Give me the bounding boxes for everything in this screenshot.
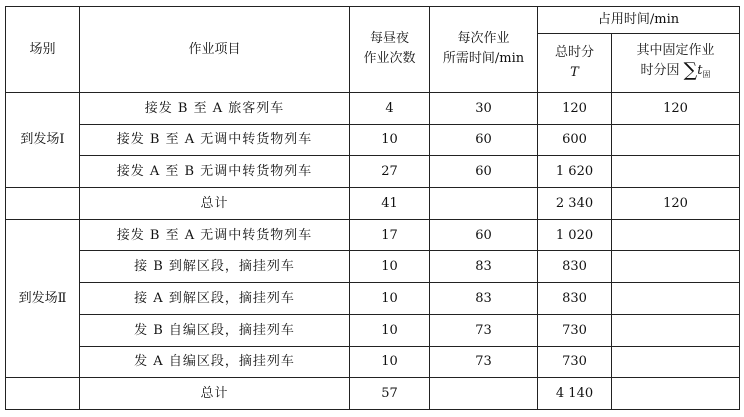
cell-item: 接发 A 至 B 无调中转货物列车 xyxy=(80,156,350,188)
cell-time: 60 xyxy=(430,156,538,188)
cell-count: 10 xyxy=(350,283,430,315)
header-per-time: 每次作业 所需时间/min xyxy=(430,7,538,93)
table-row-total xyxy=(6,188,740,220)
cell-time: 83 xyxy=(430,251,538,283)
header-occupy: 占用时间/min xyxy=(538,7,740,34)
header-total: 总时分 T xyxy=(538,33,612,92)
cell-total: 600 xyxy=(538,124,612,156)
cell-count: 17 xyxy=(350,219,430,251)
table-row xyxy=(6,283,740,315)
cell-fixed xyxy=(612,378,740,410)
cell-fixed xyxy=(612,156,740,188)
cell-count: 41 xyxy=(350,188,430,220)
sum-symbol: ∑ xyxy=(683,58,698,81)
table-row xyxy=(6,92,740,124)
cell-time: 83 xyxy=(430,283,538,315)
cell-total: 730 xyxy=(538,346,612,378)
cell-item: 发 B 自编区段，摘挂列车 xyxy=(80,314,350,346)
table-row xyxy=(6,346,740,378)
header-fixed: 其中固定作业 时分因 $\sum t_固$ xyxy=(612,33,740,92)
cell-fixed xyxy=(612,314,740,346)
table-row xyxy=(6,124,740,156)
cell-item: 发 A 自编区段，摘挂列车 xyxy=(80,346,350,378)
cell-fixed xyxy=(612,251,740,283)
cell-total: 1 020 xyxy=(538,219,612,251)
cell-item: 接 A 到解区段，摘挂列车 xyxy=(80,283,350,315)
header-total-symbol: T xyxy=(570,64,579,80)
table-row xyxy=(6,219,740,251)
cell-count: 10 xyxy=(350,346,430,378)
cell-count: 4 xyxy=(350,92,430,124)
cell-fixed: 120 xyxy=(612,188,740,220)
table-row xyxy=(6,156,740,188)
cell-time: 73 xyxy=(430,314,538,346)
table-row xyxy=(6,314,740,346)
header-site: 场别 xyxy=(6,7,80,93)
cell-item: 总计 xyxy=(80,378,350,410)
cell-item: 接 B 到解区段，摘挂列车 xyxy=(80,251,350,283)
section-name: 到发场Ⅰ xyxy=(6,92,80,187)
header-count: 每昼夜 作业次数 xyxy=(350,7,430,93)
cell-count: 27 xyxy=(350,156,430,188)
occupancy-table xyxy=(5,6,740,410)
cell-fixed xyxy=(612,124,740,156)
cell-total: 2 340 xyxy=(538,188,612,220)
cell-empty xyxy=(6,378,80,410)
table-row xyxy=(6,251,740,283)
cell-count: 10 xyxy=(350,124,430,156)
cell-item: 接发 B 至 A 无调中转货物列车 xyxy=(80,124,350,156)
cell-empty xyxy=(6,188,80,220)
cell-total: 830 xyxy=(538,251,612,283)
section-name: 到发场Ⅱ xyxy=(6,219,80,378)
header-item: 作业项目 xyxy=(80,7,350,93)
cell-total: 4 140 xyxy=(538,378,612,410)
cell-time: 73 xyxy=(430,346,538,378)
table-row-total xyxy=(6,378,740,410)
cell-fixed xyxy=(612,283,740,315)
cell-time xyxy=(430,378,538,410)
cell-fixed xyxy=(612,346,740,378)
cell-time xyxy=(430,188,538,220)
t-fixed-symbol: $t_固$ xyxy=(697,62,711,79)
cell-time: 30 xyxy=(430,92,538,124)
cell-item: 接发 B 至 A 旅客列车 xyxy=(80,92,350,124)
cell-count: 57 xyxy=(350,378,430,410)
cell-time: 60 xyxy=(430,219,538,251)
cell-item: 接发 B 至 A 无调中转货物列车 xyxy=(80,219,350,251)
cell-fixed: 120 xyxy=(612,92,740,124)
cell-total: 730 xyxy=(538,314,612,346)
cell-total: 830 xyxy=(538,283,612,315)
cell-count: 10 xyxy=(350,314,430,346)
cell-fixed xyxy=(612,219,740,251)
cell-item: 总计 xyxy=(80,188,350,220)
cell-count: 10 xyxy=(350,251,430,283)
cell-total: 120 xyxy=(538,92,612,124)
cell-time: 60 xyxy=(430,124,538,156)
cell-total: 1 620 xyxy=(538,156,612,188)
